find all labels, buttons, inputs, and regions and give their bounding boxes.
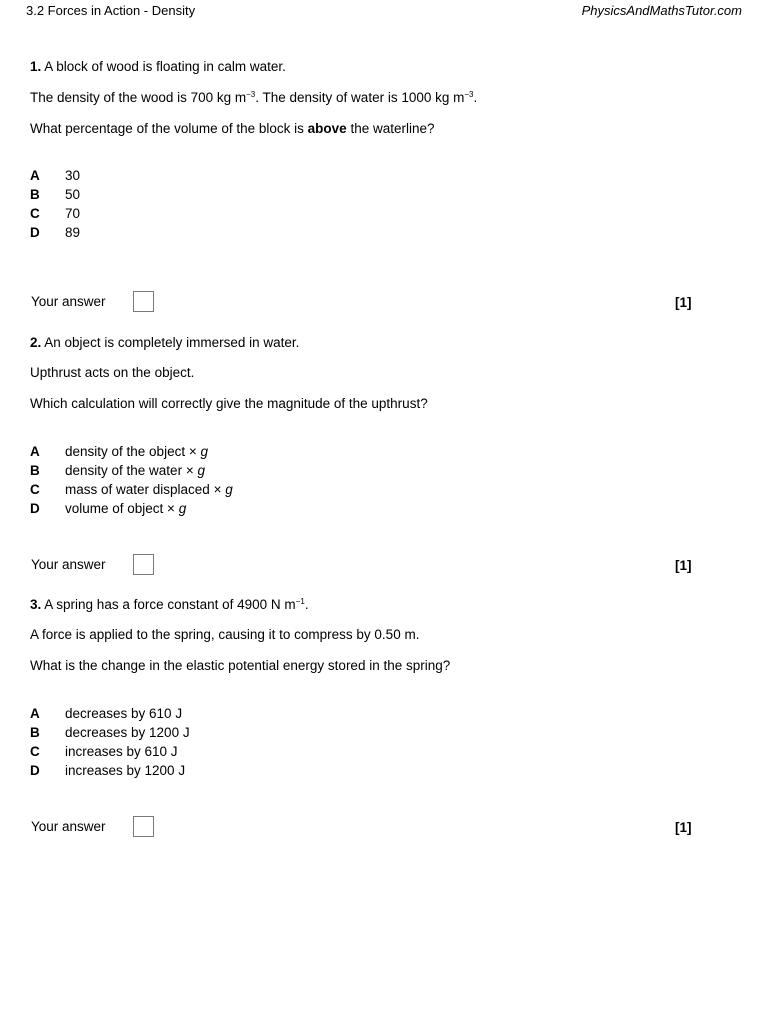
q2-number: 2. [30,335,42,350]
q1-option-text: 30 [65,168,81,183]
q3-stem-text-a: A spring has a force constant of 4900 N m [44,597,296,612]
q2-option-text [65,444,208,459]
q1-density-text-c: . [473,90,478,105]
q2-option-text [65,463,205,478]
q2-option-text [65,501,186,516]
q1-question-text-b: the waterline? [346,121,435,136]
q3-option-text: increases by 610 J [65,744,178,759]
q1-answer-label: Your answer [31,294,106,309]
q2-option-var: g [178,501,187,516]
q1-marks: [1] [675,295,692,310]
q3-stem-sup: −1 [295,597,305,606]
header-title: 3.2 Forces in Action - Density [26,3,196,18]
q1-density-sup-1: −3 [246,90,256,99]
q1-option-letter: A [30,168,40,183]
q2-option-text-main: mass of water displaced × [65,482,226,497]
q1-density-text-b: . The density of water is 1000 kg m [255,90,465,105]
q2-option-text-main: density of the object × [65,444,201,459]
q3-stem-text-b: . [304,597,309,612]
q3-answer-box[interactable] [133,816,154,837]
q1-question-emphasis: above [307,121,347,136]
q1-question-text-a: What percentage of the volume of the block is [30,121,308,136]
q2-marks: [1] [675,558,692,573]
q2-option-letter: B [30,463,40,478]
q1-option-text: 50 [65,187,81,202]
q1-answer-box[interactable] [133,291,154,312]
q3-option-letter: B [30,725,40,740]
q2-option-text-main: density of the water × [65,463,198,478]
q1-option-letter: D [30,225,40,240]
q3-marks: [1] [675,820,692,835]
q2-option-letter: D [30,501,40,516]
q2-option-var: g [200,444,208,459]
q2-option-var: g [225,482,233,497]
q1-option-letter: C [30,206,40,221]
q2-answer-box[interactable] [133,554,154,575]
q3-option-letter: C [30,744,40,759]
q1-density-line [30,90,477,105]
q2-option-var: g [197,463,205,478]
header-site: PhysicsAndMathsTutor.com [581,3,742,18]
q2-question-line: Which calculation will correctly give the magnitude of the upthrust? [30,396,428,411]
q2-option-text-main: volume of object × [65,501,179,516]
q1-option-text: 89 [65,225,81,240]
q3-stem [30,597,309,612]
q1-density-sup-2: −3 [464,90,474,99]
q2-stem [30,335,299,350]
q3-answer-label: Your answer [31,819,106,834]
q1-option-letter: B [30,187,40,202]
q1-question-line [30,121,435,136]
q1-density-text-a: The density of the wood is 700 kg m [30,90,247,105]
q1-number: 1. [30,59,42,74]
q1-stem-text: A block of wood is floating in calm water. [44,59,286,74]
q3-option-letter: D [30,763,40,778]
q3-option-text: increases by 1200 J [65,763,186,778]
q2-line-2: Upthrust acts on the object. [30,365,195,380]
q2-option-text [65,482,233,497]
q3-number: 3. [30,597,42,612]
q2-option-letter: C [30,482,40,497]
q3-line-2: A force is applied to the spring, causing it to compress by 0.50 m. [30,627,420,642]
q2-stem-text: An object is completely immersed in water. [44,335,300,350]
q1-stem [30,59,286,74]
q2-answer-label: Your answer [31,557,106,572]
q2-option-letter: A [30,444,40,459]
q3-option-text: decreases by 1200 J [65,725,190,740]
q3-option-text: decreases by 610 J [65,706,183,721]
q1-option-text: 70 [65,206,81,221]
q3-question-line: What is the change in the elastic potential energy stored in the spring? [30,658,451,673]
q3-option-letter: A [30,706,40,721]
